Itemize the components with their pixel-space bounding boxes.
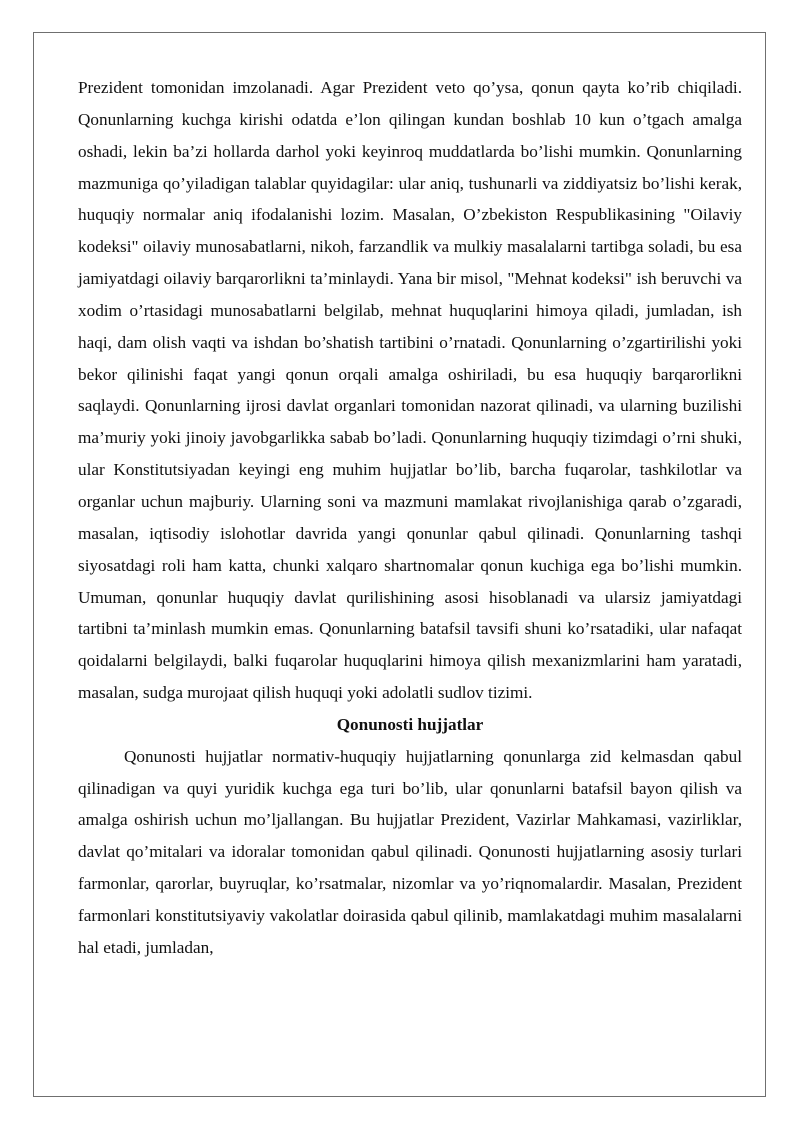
- body-paragraph: Prezident tomonidan imzolanadi. Agar Prezident veto qo’ysa, qonun qayta ko’rib chiqiladi. Qonunlarning kuchga kirishi odatda e’lon qilingan kundan boshlab 10 kun o’tgach amalga oshadi, lekin ba’zi hollarda darhol yoki keyinroq muddatlarda bo’lishi mumkin. Qonunlarning mazmuniga qo’yiladigan talablar quyidagilar: ular aniq, tushunarli va ziddiyatsiz bo’lishi kerak, huquqiy normalar aniq ifodalanishi lozim. Masalan, O’zbekiston Respublikasining "Oilaviy kodeksi" oilaviy munosabatlarni, nikoh, farzandlik va mulkiy masalalarni tartibga soladi, bu esa jamiyatdagi oilaviy barqarorlikni ta’minlaydi. Yana bir misol, "Mehnat kodeksi" ish beruvchi va xodim o’rtasidagi munosabatlarni belgilab, mehnat huquqlarini himoya qiladi, jumladan, ish haqi, dam olish vaqti va ishdan bo’shatish tartibini o’rnatadi. Qonunlarning o’zgartirilishi yoki bekor qilinishi faqat yangi qonun orqali amalga oshiriladi, bu esa huquqiy barqarorlikni saqlaydi. Qonunlarning ijrosi davlat organlari tomonidan nazorat qilinadi, va ularning buzilishi ma’muriy yoki jinoiy javobgarlikka sabab bo’ladi. Qonunlarning huquqiy tizimdagi o’rni shuki, ular Konstitutsiyadan keyingi eng muhim hujjatlar bo’lib, barcha fuqarolar, tashkilotlar va organlar uchun majburiy. Ularning soni va mazmuni mamlakat rivojlanishiga qarab o’zgaradi, masalan, iqtisodiy islohotlar davrida yangi qonunlar qabul qilinadi. Qonunlarning tashqi siyosatdagi roli ham katta, chunki xalqaro shartnomalar qonun kuchiga ega bo’lishi mumkin. Umuman, qonunlar huquqiy davlat qurilishining asosi hisoblanadi va ularsiz jamiyatdagi tartibni ta’minlash mumkin emas. Qonunlarning batafsil tavsifi shuni ko’rsatadiki, ular nafaqat qoidalarni belgilaydi, balki fuqarolar huquqlarini himoya qilish mexanizmlarini ham yaratadi, masalan, sudga murojaat qilish huquqi yoki adolatli sudlov tizimi.: [78, 78, 742, 703]
- document-body: [78, 72, 742, 964]
- body-paragraph: Qonunosti hujjatlar normativ-huquqiy hujjatlarning qonunlarga zid kelmasdan qabul qilinadigan va quyi yuridik kuchga ega turi bo’lib, ular qonunlarni batafsil bayon qilish va amalga oshirish uchun mo’ljallangan. Bu hujjatlar Prezident, Vazirlar Mahkamasi, vazirliklar, davlat qo’mitalari va idoralar tomonidan qabul qilinadi. Qonunosti hujjatlarning asosiy turlari farmonlar, qarorlar, buyruqlar, ko’rsatmalar, nizomlar va yo’riqnomalardir. Masalan, Prezident farmonlari konstitutsiyaviy vakolatlar doirasida qabul qilinib, mamlakatdagi muhim masalalarni hal etadi, jumladan,: [78, 746, 742, 957]
- section-heading: Qonunosti hujjatlar: [336, 714, 484, 734]
